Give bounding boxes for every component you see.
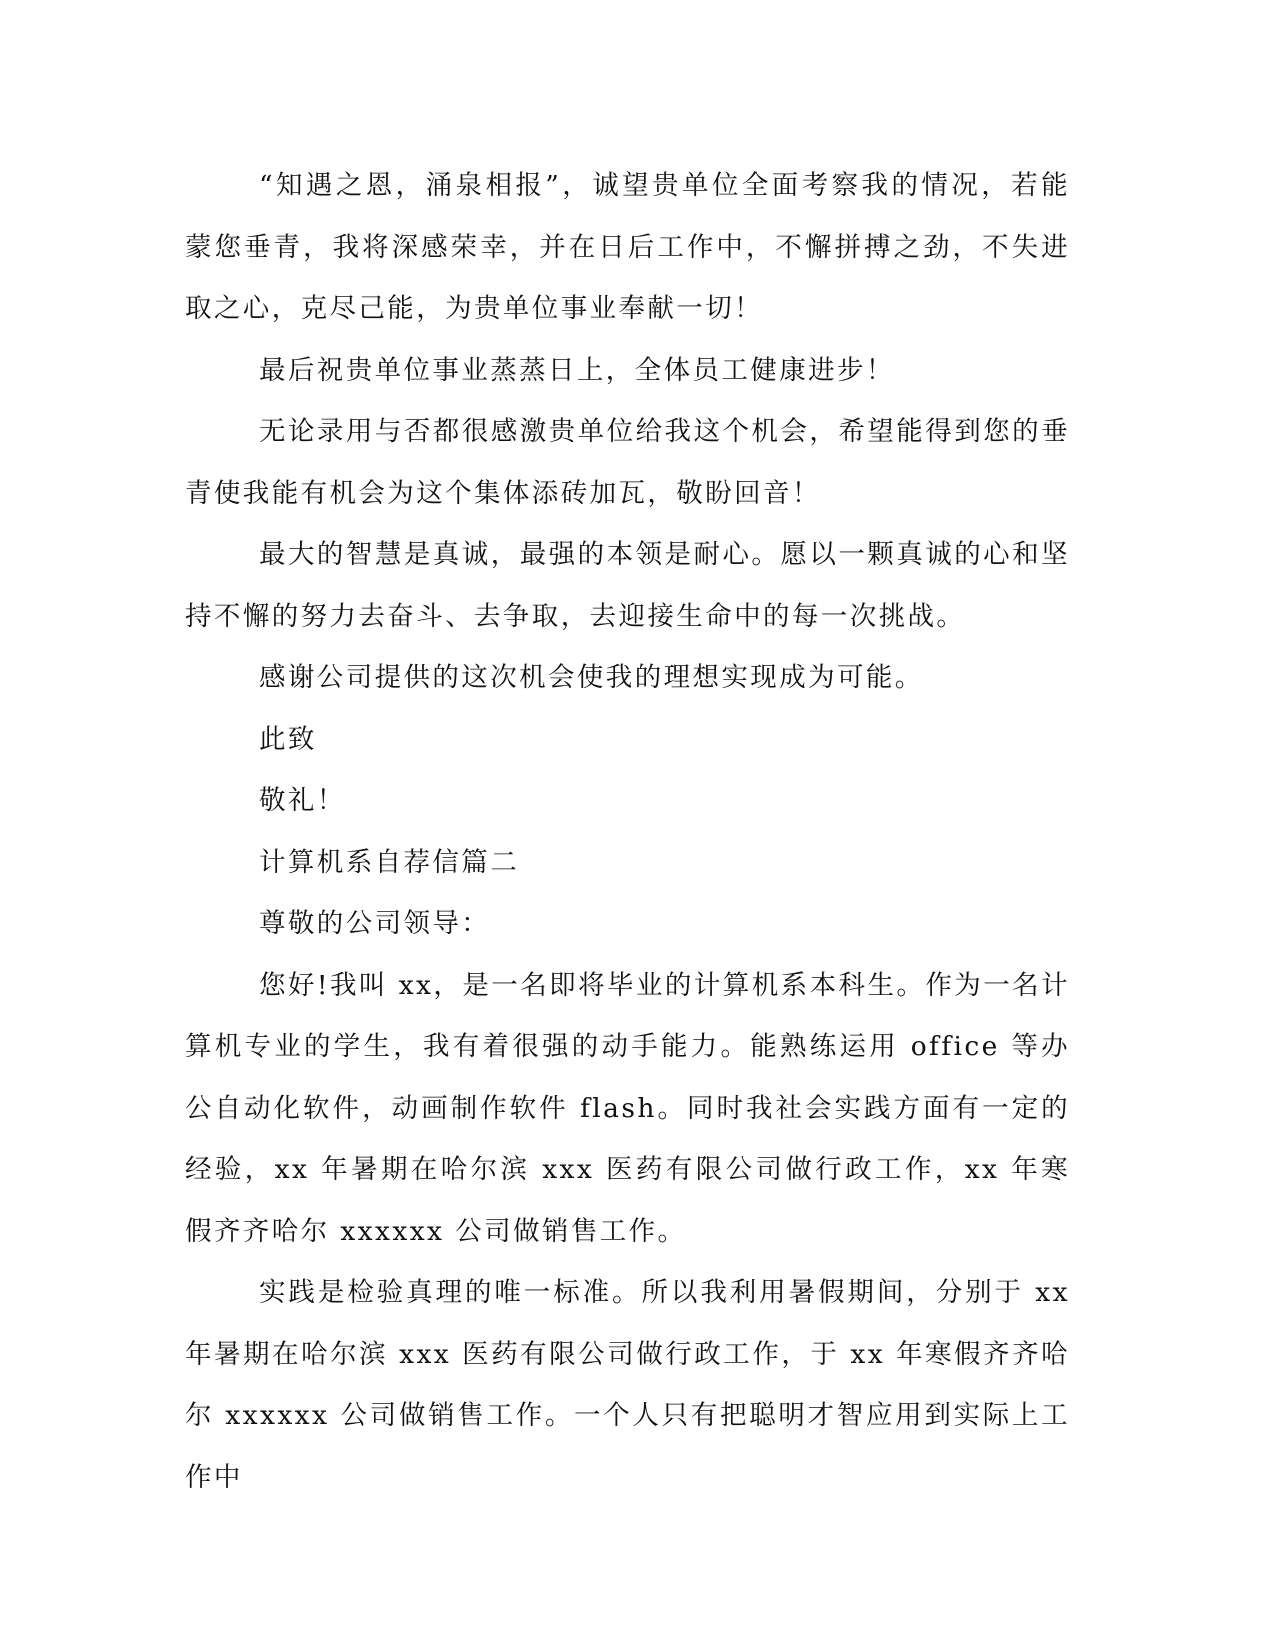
closing-salutation: 此致 bbox=[259, 723, 317, 755]
paragraph-gratitude: “知遇之恩，涌泉相报”，诚望贵单位全面考察我的情况，若能蒙您垂青，我将深感荣幸，并在日后工作中，不懈拼搏之劲，不失进取之心，克尽己能，为贵单位事业奉献一切！ bbox=[185, 170, 1070, 324]
document-body bbox=[185, 155, 1070, 1508]
paragraph-sincerity: 最大的智慧是真诚，最强的本领是耐心。愿以一颗真诚的心和坚持不懈的努力去奋斗、去争取，去迎接生命中的每一次挑战。 bbox=[185, 539, 1070, 632]
paragraph-wishes: 最后祝贵单位事业蒸蒸日上，全体员工健康进步！ bbox=[259, 354, 895, 386]
paragraph-practice: 实践是检验真理的唯一标准。所以我利用暑假期间，分别于 xx 年暑期在哈尔滨 xxx 医药有限公司做行政工作，于 xx 年寒假齐齐哈尔 xxxxxx 公司做销售工作。一个人只有把聪明才智应用到实际上工作中 bbox=[185, 1277, 1070, 1493]
paragraph-opportunity: 感谢公司提供的这次机会使我的理想实现成为可能。 bbox=[259, 662, 924, 693]
closing-regards: 敬礼！ bbox=[259, 785, 346, 816]
section-heading: 计算机系自荐信篇二 bbox=[259, 846, 520, 878]
paragraph-thanks: 无论录用与否都很感激贵单位给我这个机会，希望能得到您的垂青使我能有机会为这个集体添砖加瓦，敬盼回音！ bbox=[185, 416, 1070, 509]
paragraph-introduction: 您好!我叫 xx，是一名即将毕业的计算机系本科生。作为一名计算机专业的学生，我有着很强的动手能力。能熟练运用 office 等办公自动化软件，动画制作软件 flash。同时我社会实践方面有一定的经验，xx 年暑期在哈尔滨 xxx 医药有限公司做行政工作，xx 年寒假齐齐哈尔 xxxxxx 公司做销售工作。 bbox=[185, 969, 1070, 1247]
letter-greeting: 尊敬的公司领导： bbox=[259, 908, 491, 939]
